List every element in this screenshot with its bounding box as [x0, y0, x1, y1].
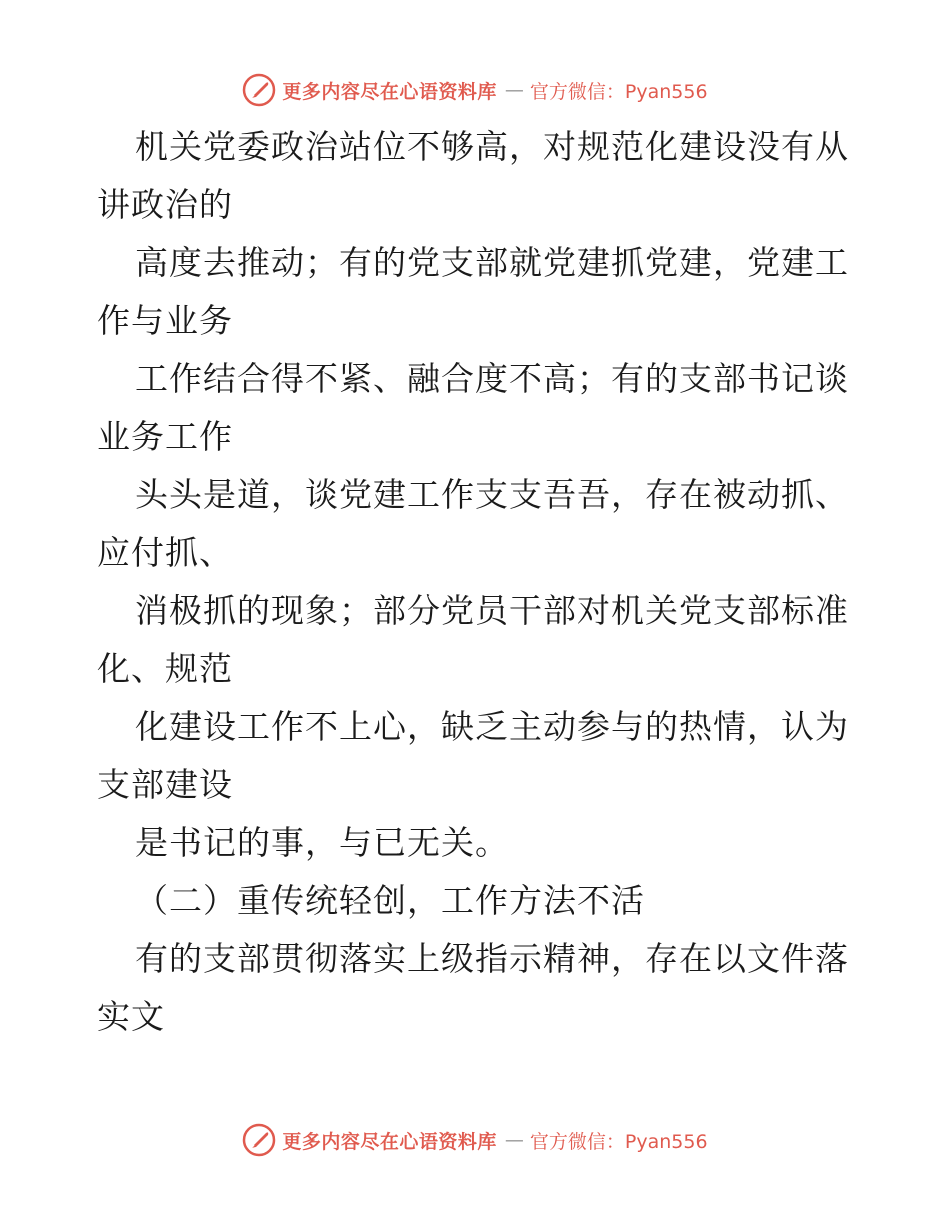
text-line: 高度去推动；有的党支部就党建抓党建，党建工 [135, 243, 849, 282]
section-heading: （二）重传统轻创，工作方法不活 [135, 881, 645, 920]
header-watermark [0, 70, 950, 110]
text-line: 是书记的事，与已无关。 [135, 823, 509, 862]
text-line: 讲政治的 [97, 185, 233, 224]
text-line: 业务工作 [97, 417, 233, 456]
feather-pen-icon [242, 1123, 276, 1157]
watermark-brand-text: 更多内容尽在心语资料库 [282, 1130, 497, 1153]
text-line: 机关党委政治站位不够高，对规范化建设没有从 [135, 127, 849, 166]
watermark-separator: — [504, 1129, 524, 1151]
feather-pen-icon [242, 73, 276, 107]
document-body [97, 118, 857, 1046]
watermark-contact-text: 官方微信：Pyan556 [529, 80, 708, 103]
text-line: 作与业务 [97, 301, 233, 340]
text-line: 化、规范 [97, 649, 233, 688]
text-line: 实文 [97, 997, 165, 1036]
text-line: 消极抓的现象；部分党员干部对机关党支部标准 [135, 591, 849, 630]
text-line: 工作结合得不紧、融合度不高；有的支部书记谈 [135, 359, 849, 398]
text-line: 有的支部贯彻落实上级指示精神，存在以文件落 [135, 939, 849, 978]
text-line: 支部建设 [97, 765, 233, 804]
text-line: 头头是道，谈党建工作支支吾吾，存在被动抓、 [135, 475, 849, 514]
text-line: 化建设工作不上心，缺乏主动参与的热情，认为 [135, 707, 849, 746]
watermark-brand-text: 更多内容尽在心语资料库 [282, 80, 497, 103]
text-line: 应付抓、 [97, 533, 233, 572]
watermark-contact-text: 官方微信：Pyan556 [529, 1130, 708, 1153]
watermark-separator: — [504, 79, 524, 101]
footer-watermark [0, 1120, 950, 1160]
